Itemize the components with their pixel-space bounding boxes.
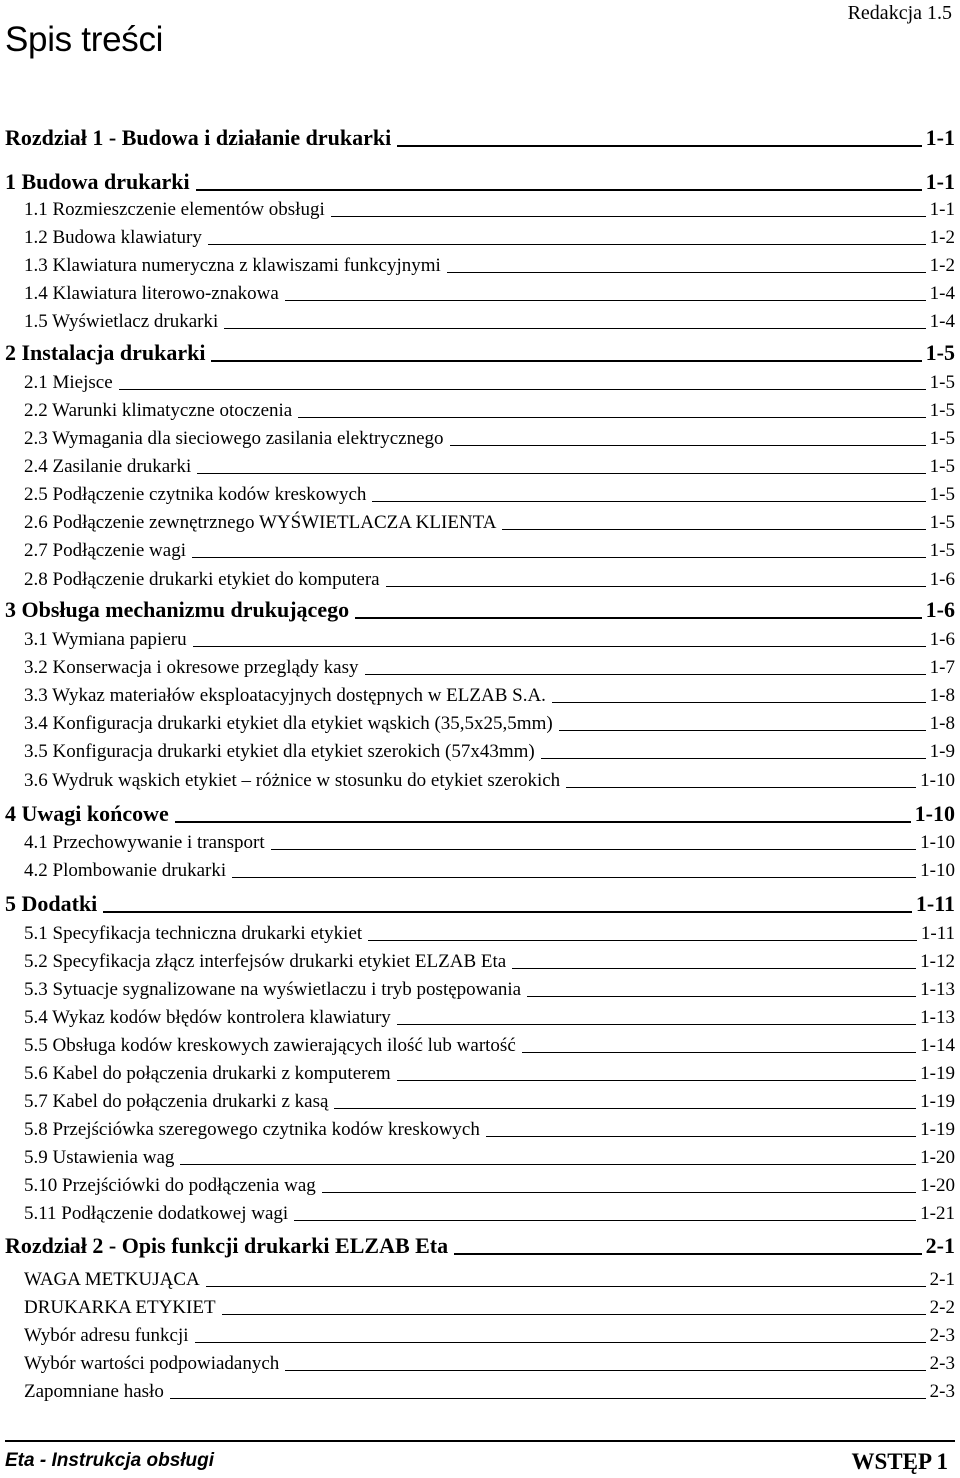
toc-entry-title: 5.8 Przejściówka szeregowego czytnika kodów kreskowych <box>24 1119 480 1140</box>
toc-entry-title: 2.4 Zasilanie drukarki <box>24 456 192 477</box>
toc-entry-title: 2.1 Miejsce <box>24 372 113 393</box>
toc-entry-page: 1-14 <box>920 1035 955 1056</box>
toc-entry-title: Rozdział 1 - Budowa i działanie drukarki <box>5 125 392 150</box>
toc-entry-page: 1-6 <box>925 597 955 622</box>
toc-entry-title: 5.7 Kabel do połączenia drukarki z kasą <box>24 1091 329 1112</box>
toc-entry-page: 1-1 <box>925 169 955 194</box>
toc-entry-leader <box>285 300 926 301</box>
toc-entry-page: 1-12 <box>920 951 955 972</box>
toc-entry-page: 1-20 <box>920 1147 955 1168</box>
toc-entry-leader <box>222 1314 926 1315</box>
toc-entry-title: 5.3 Sytuacje sygnalizowane na wyświetlaczu i tryb postępowania <box>24 979 522 1000</box>
toc-entry-title: 5.5 Obsługa kodów kreskowych zawierających ilość lub wartość <box>24 1035 516 1056</box>
toc-entry[interactable] <box>5 256 955 275</box>
toc-entry[interactable] <box>5 541 955 560</box>
toc-entry[interactable] <box>5 1298 955 1317</box>
toc-entry-leader <box>103 911 912 913</box>
page-title: Spis treści <box>5 20 164 59</box>
toc-entry-title: 5.2 Specyfikacja złącz interfejsów drukarki etykiet ELZAB Eta <box>24 951 507 972</box>
toc-entry-leader <box>322 1192 916 1193</box>
toc-entry[interactable] <box>5 1064 955 1083</box>
toc-entry-page: 1-8 <box>929 685 955 706</box>
toc-entry-page: 1-21 <box>920 1203 955 1224</box>
toc-entry-page: 2-3 <box>929 1353 955 1374</box>
toc-entry-leader <box>397 1024 916 1025</box>
toc-entry-page: 1-11 <box>920 923 955 944</box>
toc-entry-title: 2.2 Warunki klimatyczne otoczenia <box>24 400 293 421</box>
toc-entry[interactable] <box>5 980 955 999</box>
toc-entry-page: 1-10 <box>920 860 955 881</box>
toc-entry-leader <box>566 787 916 788</box>
toc-entry-leader <box>119 389 926 390</box>
toc-entry[interactable] <box>5 284 955 303</box>
toc-entry-leader <box>486 1136 916 1137</box>
toc-entry-page: 1-1 <box>929 199 955 220</box>
toc-entry-title: 5.1 Specyfikacja techniczna drukarki etykiet <box>24 923 363 944</box>
toc-entry-page: 1-13 <box>920 1007 955 1028</box>
toc-entry-leader <box>232 877 916 878</box>
toc-entry-leader <box>372 501 925 502</box>
toc-entry-page: 1-5 <box>929 400 955 421</box>
toc-entry-leader <box>271 849 917 850</box>
toc-entry-page: 1-4 <box>929 311 955 332</box>
toc-entry-title: 1.5 Wyświetlacz drukarki <box>24 311 219 332</box>
toc-entry-title: 3.4 Konfiguracja drukarki etykiet dla etykiet wąskich (35,5x25,5mm) <box>24 713 553 734</box>
toc-entry-leader <box>397 1080 917 1081</box>
footer-document-name: Eta - Instrukcja obsługi <box>5 1450 215 1471</box>
toc-entry[interactable] <box>5 1270 955 1289</box>
toc-entry[interactable] <box>5 742 955 761</box>
toc-entry-title: 2.8 Podłączenie drukarki etykiet do komputera <box>24 569 380 590</box>
toc-entry[interactable] <box>5 1176 955 1195</box>
toc-entry[interactable] <box>5 1235 955 1257</box>
toc-entry[interactable] <box>5 429 955 448</box>
toc-entry[interactable] <box>5 1382 955 1401</box>
toc-entry-title: 1.2 Budowa klawiatury <box>24 227 202 248</box>
toc-entry-page: 1-8 <box>929 713 955 734</box>
toc-entry-leader <box>285 1370 925 1371</box>
toc-entry-leader <box>450 445 926 446</box>
toc-entry[interactable] <box>5 803 955 825</box>
toc-entry-leader <box>541 758 926 759</box>
toc-entry-leader <box>397 145 921 147</box>
toc-entry[interactable] <box>5 658 955 677</box>
toc-entry-title: 5.6 Kabel do połączenia drukarki z komputerem <box>24 1063 391 1084</box>
toc-entry[interactable] <box>5 861 955 880</box>
toc-entry-title: 2.3 Wymagania dla sieciowego zasilania elektrycznego <box>24 428 444 449</box>
toc-entry-page: 1-5 <box>929 456 955 477</box>
toc-entry-title: 1.4 Klawiatura literowo-znakowa <box>24 283 279 304</box>
edition-label: Redakcja 1.5 <box>847 2 952 24</box>
toc-entry-title: 5.11 Podłączenie dodatkowej wagi <box>24 1203 289 1224</box>
toc-entry-leader <box>294 1220 916 1221</box>
toc-entry-title: 2.6 Podłączenie zewnętrznego WYŚWIETLACZA KLIENTA <box>24 512 497 533</box>
toc-entry[interactable] <box>5 833 955 852</box>
toc-entry-title: 1.1 Rozmieszczenie elementów obsługi <box>24 199 325 220</box>
toc-entry-leader <box>502 529 925 530</box>
toc-entry-page: 1-5 <box>925 340 955 365</box>
toc-entry-leader <box>193 646 926 647</box>
toc-entry[interactable] <box>5 893 955 915</box>
toc-entry-page: 2-1 <box>925 1233 955 1258</box>
toc-entry-page: 1-9 <box>929 741 955 762</box>
toc-entry-leader <box>334 1108 916 1109</box>
toc-entry[interactable] <box>5 457 955 476</box>
toc-entry-leader <box>195 1342 926 1343</box>
toc-entry-leader <box>559 730 926 731</box>
toc-entry-leader <box>447 272 926 273</box>
toc-entry-leader <box>512 968 916 969</box>
toc-entry-page: 1-6 <box>929 569 955 590</box>
toc-entry-leader <box>368 940 917 941</box>
toc-entry-page: 1-1 <box>925 125 955 150</box>
toc-entry-leader <box>365 674 926 675</box>
toc-entry-title: 1.3 Klawiatura numeryczna z klawiszami funkcyjnymi <box>24 255 441 276</box>
toc-entry-page: 1-11 <box>915 891 955 916</box>
toc-entry-leader <box>170 1398 926 1399</box>
toc-entry[interactable] <box>5 1036 955 1055</box>
toc-entry-leader <box>196 189 922 191</box>
toc-entry-leader <box>331 216 926 217</box>
toc-entry-leader <box>211 360 921 362</box>
toc-entry-page: 1-2 <box>929 227 955 248</box>
toc-entry-page: 1-10 <box>914 801 955 826</box>
toc-entry-page: 1-20 <box>920 1175 955 1196</box>
toc-entry[interactable] <box>5 312 955 331</box>
toc-entry-page: 1-5 <box>929 540 955 561</box>
toc-entry-page: 1-5 <box>929 428 955 449</box>
toc-entry-leader <box>206 1286 926 1287</box>
toc-entry-leader <box>192 557 926 558</box>
toc-entry-title: 3.6 Wydruk wąskich etykiet – różnice w stosunku do etykiet szerokich <box>24 770 561 791</box>
toc-entry-title: 3.1 Wymiana papieru <box>24 629 187 650</box>
footer-page-label: WSTĘP 1 <box>851 1449 948 1474</box>
toc-entry-page: 1-4 <box>929 283 955 304</box>
toc-entry-leader <box>355 617 922 619</box>
toc-entry-page: 1-10 <box>920 770 955 791</box>
toc-entry-title: Rozdział 2 - Opis funkcji drukarki ELZAB Eta <box>5 1233 449 1258</box>
toc-entry[interactable] <box>5 228 955 247</box>
toc-entry-page: 1-2 <box>929 255 955 276</box>
toc-entry-leader <box>386 586 926 587</box>
toc-entry-leader <box>522 1052 916 1053</box>
toc-entry[interactable] <box>5 599 955 621</box>
toc-entry-title: 3 Obsługa mechanizmu drukującego <box>5 597 350 622</box>
toc-entry-title: 4 Uwagi końcowe <box>5 801 169 826</box>
toc-entry-leader <box>197 473 925 474</box>
toc-entry-title: Zapomniane hasło <box>24 1381 164 1402</box>
toc-entry[interactable] <box>5 1008 955 1027</box>
toc-entry[interactable] <box>5 127 955 149</box>
toc-entry[interactable] <box>5 1204 955 1223</box>
toc-entry[interactable] <box>5 373 955 392</box>
toc-entry-page: 1-19 <box>920 1091 955 1112</box>
toc-entry-leader <box>224 328 925 329</box>
toc-entry-title: 3.2 Konserwacja i okresowe przeglądy kasy <box>24 657 359 678</box>
toc-entry[interactable] <box>5 485 955 504</box>
toc-entry-title: Wybór adresu funkcji <box>24 1325 189 1346</box>
toc-entry-leader <box>527 996 916 997</box>
toc-entry[interactable] <box>5 686 955 705</box>
toc-entry[interactable] <box>5 401 955 420</box>
toc-entry[interactable] <box>5 1092 955 1111</box>
toc-entry-title: 5 Dodatki <box>5 891 98 916</box>
toc-entry[interactable] <box>5 1120 955 1139</box>
toc-entry-title: 1 Budowa drukarki <box>5 169 190 194</box>
toc-entry-title: Wybór wartości podpowiadanych <box>24 1353 280 1374</box>
toc-entry-leader <box>180 1164 916 1165</box>
toc-entry[interactable] <box>5 1148 955 1167</box>
toc-entry-page: 1-5 <box>929 372 955 393</box>
toc-entry-title: 3.5 Konfiguracja drukarki etykiet dla etykiet szerokich (57x43mm) <box>24 741 535 762</box>
toc-entry-title: 5.4 Wykaz kodów błędów kontrolera klawiatury <box>24 1007 391 1028</box>
toc-entry-page: 1-7 <box>929 657 955 678</box>
toc-entry-page: 1-13 <box>920 979 955 1000</box>
footer-divider <box>5 1440 955 1442</box>
toc-entry[interactable] <box>5 1326 955 1345</box>
toc-entry-title: 4.2 Plombowanie drukarki <box>24 860 227 881</box>
toc-entry-title: DRUKARKA ETYKIET <box>24 1297 216 1318</box>
toc-entry-title: 2 Instalacja drukarki <box>5 340 206 365</box>
toc-entry-title: 5.9 Ustawienia wag <box>24 1147 175 1168</box>
toc-entry-leader <box>175 821 911 823</box>
toc-entry-page: 1-19 <box>920 1063 955 1084</box>
toc-entry-leader <box>454 1253 922 1255</box>
toc-entry[interactable] <box>5 952 955 971</box>
toc-entry-page: 2-3 <box>929 1381 955 1402</box>
toc-entry[interactable] <box>5 714 955 733</box>
toc-entry-page: 2-1 <box>929 1269 955 1290</box>
toc-entry-title: 3.3 Wykaz materiałów eksploatacyjnych dostępnych w ELZAB S.A. <box>24 685 546 706</box>
toc-entry[interactable] <box>5 924 955 943</box>
toc-entry-page: 2-2 <box>929 1297 955 1318</box>
toc-entry[interactable] <box>5 630 955 649</box>
toc-entry-title: 2.5 Podłączenie czytnika kodów kreskowych <box>24 484 367 505</box>
toc-entry-page: 1-19 <box>920 1119 955 1140</box>
toc-entry[interactable] <box>5 171 955 193</box>
toc-entry[interactable] <box>5 771 955 790</box>
toc-entry[interactable] <box>5 200 955 219</box>
toc-entry-title: 2.7 Podłączenie wagi <box>24 540 186 561</box>
toc-entry[interactable] <box>5 570 955 589</box>
toc-entry-page: 1-5 <box>929 512 955 533</box>
toc-entry-title: WAGA METKUJĄCA <box>24 1269 200 1290</box>
toc-entry-title: 4.1 Przechowywanie i transport <box>24 832 265 853</box>
toc-entry-leader <box>552 702 926 703</box>
toc-entry-page: 2-3 <box>929 1325 955 1346</box>
toc-entry-leader <box>298 417 925 418</box>
toc-entry[interactable] <box>5 342 955 364</box>
toc-entry-leader <box>208 244 926 245</box>
toc-entry[interactable] <box>5 1354 955 1373</box>
toc-entry-title: 5.10 Przejściówki do podłączenia wag <box>24 1175 316 1196</box>
toc-entry-page: 1-6 <box>929 629 955 650</box>
toc-entry-page: 1-5 <box>929 484 955 505</box>
toc-entry[interactable] <box>5 513 955 532</box>
toc-entry-page: 1-10 <box>920 832 955 853</box>
